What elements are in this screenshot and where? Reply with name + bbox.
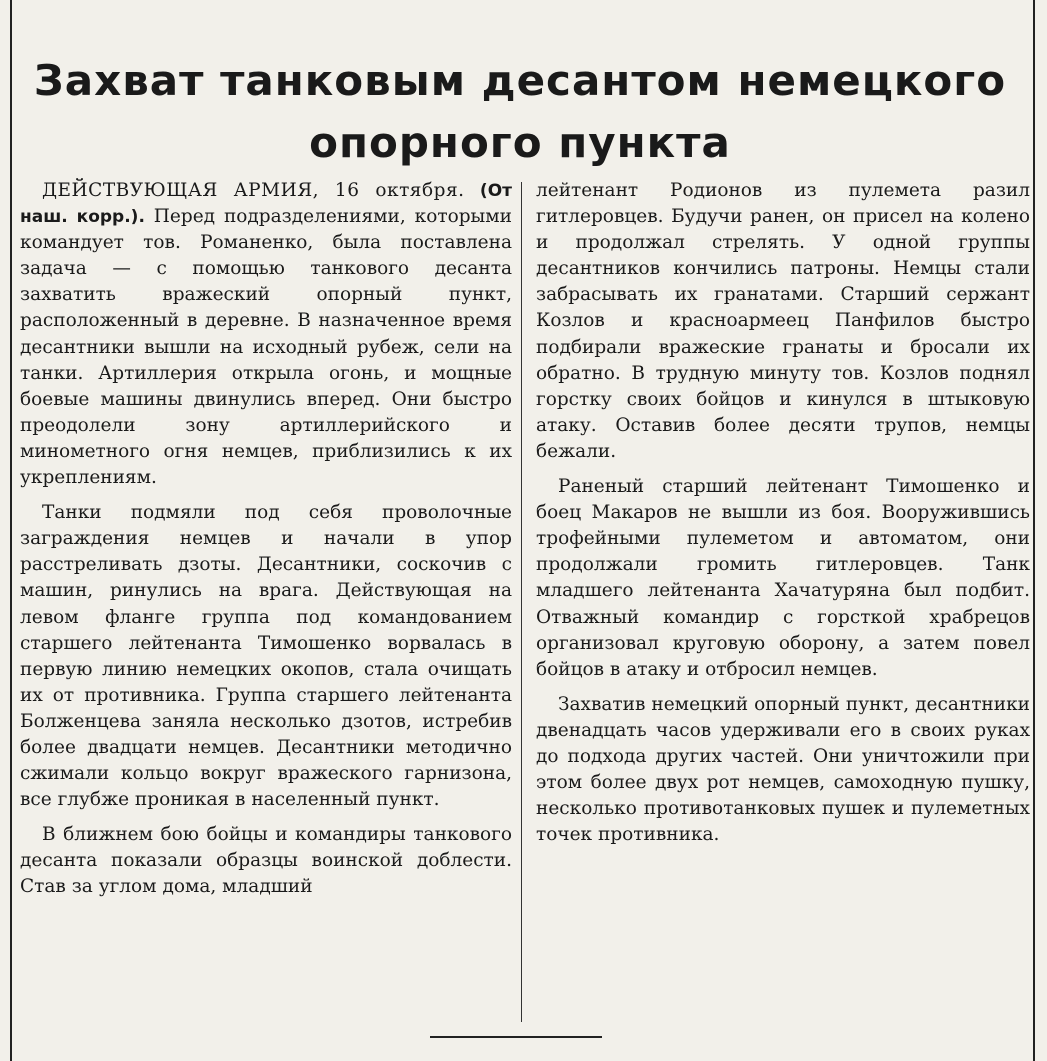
lead-text: Перед подразделениями, которыми командует тов. Романенко, была поставлена задача — с помощью танкового десанта захватить вражеский опорный пункт, расположенный в деревне. В назначенное время десантники вышли на исходный рубеж, сели на танки. Артиллерия открыла огонь, и мощные боевые машины двинулись вперед. Они быстро преодолели зону артиллерийского и минометного огня немцев, приблизились к их укреплениям. (20, 206, 512, 489)
paragraph-4: Раненый старший лейтенант Тимошенко и боец Макаров не вышли из боя. Вооружившись трофейными пулеметом и автоматом, они продолжали громить гитлеровцев. Танк младшего лейтенанта Хачатуряна был подбит. Отважный командир с горсткой храбрецов организовал круговую оборону, а затем повел бойцов в атаку и отбросил немцев. (536, 476, 1030, 680)
paragraph-3-continued: лейтенант Родионов из пулемета разил гитлеровцев. Будучи ранен, он присел на колено и продолжал стрелять. У одной группы десантников кончились патроны. Немцы стали забрасывать их гранатами. Старший сержант Козлов и красноармеец Панфилов быстро подбирали вражеские гранаты и бросали их обратно. В трудную минуту тов. Козлов поднял горстку своих бойцов и кинулся в штыковую атаку. Оставив более десяти трупов, немцы бежали. (536, 180, 1030, 462)
lead-paragraph (20, 178, 512, 491)
page-border-left (10, 0, 12, 1061)
correspondent-credit: (От наш. корр.). (20, 181, 512, 228)
dateline: ДЕЙСТВУЮЩАЯ АРМИЯ, 16 октября. (42, 180, 465, 201)
article-column-right (536, 178, 1030, 857)
article-column-left (20, 178, 512, 910)
paragraph-5: Захватив немецкий опорный пункт, десантники двенадцать часов удерживали его в своих руках до подхода других частей. Они уничтожили при этом более двух рот немцев, самоходную пушку, несколько противотанковых пушек и пулеметных точек противника. (536, 693, 1030, 846)
headline-line-1: Захват танковым десантом немецкого (33, 56, 1007, 105)
paragraph-3: В ближнем бою бойцы и командиры танкового десанта показали образцы воинской доблести. Став за углом дома, младший (20, 824, 512, 898)
column-divider (521, 182, 522, 1022)
end-of-article-rule (430, 1036, 602, 1038)
page-border-right (1033, 0, 1035, 1061)
paragraph-2: Танки подмяли под себя проволочные заграждения немцев и начали в упор расстреливать дзоты. Десантники, соскочив с машин, ринулись на врага. Действующая на левом фланге группа под командованием старшего лейтенанта Тимошенко ворвалась в первую линию немецких окопов, стала очищать их от противника. Группа старшего лейтенанта Болженцева заняла несколько дзотов, истребив более двадцати немцев. Десантники методично сжимали кольцо вокруг вражеского гарнизона, все глубже проникая в населенный пункт. (20, 502, 512, 811)
headline-line-2: опорного пункта (309, 118, 731, 167)
article-headline (20, 50, 1020, 174)
